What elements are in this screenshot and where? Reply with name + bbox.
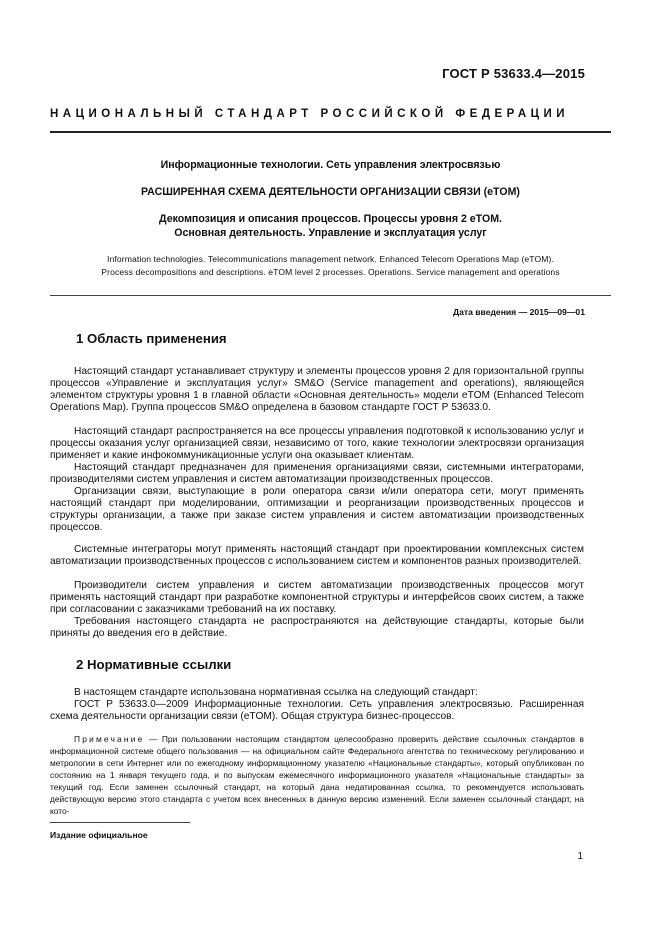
note-label: Примечание <box>74 734 145 744</box>
title-line-3a: Декомпозиция и описания процессов. Процессы уровня 2 eTOM. <box>159 213 502 225</box>
title-divider <box>50 295 611 296</box>
footer-divider <box>50 822 190 823</box>
page-number: 1 <box>577 851 583 862</box>
section-1-heading: 1 Область применения <box>76 331 227 346</box>
title-line-3 <box>50 212 611 240</box>
title-line-1: Информационные технологии. Сеть управления электросвязью <box>160 159 501 171</box>
references-block <box>50 687 584 723</box>
paragraph-6: Производители систем управления и систем автоматизации производственных процессов могут применять настоящий стандарт при разработке компонентной структуры и интерфейсов своих систем, а также при согласовании с заказчиками требований на их поставку. <box>50 580 584 615</box>
gost-code: ГОСТ Р 53633.4—2015 <box>442 66 585 81</box>
english-title-a: Information technologies. Telecommunications management network. Enhanced Telecom Operations Map (eTOM). <box>107 254 554 264</box>
paragraph-5: Системные интеграторы могут применять настоящий стандарт при проектировании комплексных систем автоматизации производственных процессов с использованием систем и компонентов разных производителей. <box>50 544 584 567</box>
english-title <box>50 253 611 279</box>
references-intro: В настоящем стандарте использована нормативная ссылка на следующий стандарт: <box>74 687 478 698</box>
paragraph-2: Настоящий стандарт распространяется на все процессы управления подготовкой к использованию услуг и процессы оказания услуг организацией связи, независимо от того, какие технологии электросвязи организация применяет и какие инфокоммуникационные услуги она оказывает клиентам. <box>50 426 584 461</box>
paragraph-7: Требования настоящего стандарта не распространяются на действующие стандарты, которые были приняты до введения его в действие. <box>50 616 584 639</box>
edition-label: Издание официальное <box>50 830 148 840</box>
note <box>50 733 584 817</box>
english-title-b: Process decompositions and descriptions. eTOM level 2 processes. Operations. Service management and operations <box>101 267 560 277</box>
national-standard-banner: НАЦИОНАЛЬНЫЙ СТАНДАРТ РОССИЙСКОЙ ФЕДЕРАЦИИ <box>50 108 570 120</box>
title-line-2: РАСШИРЕННАЯ СХЕМА ДЕЯТЕЛЬНОСТИ ОРГАНИЗАЦИИ СВЯЗИ (eTOM) <box>141 186 520 198</box>
section-2-heading: 2 Нормативные ссылки <box>76 657 232 672</box>
title-line-3b: Основная деятельность. Управление и эксплуатация услуг <box>174 227 487 239</box>
note-text: — При пользовании настоящим стандартом целесообразно проверить действие ссылочных стандартов в информационной системе общего пользования — на официальном сайте Федерального агентства по техническому регулированию и метрологии в сети Интернет или по ежегодному информационному указателю «Национальные стандарты», который опубликован по состоянию на 1 января текущего года, и по выпускам ежемесячного информационного указателя «Национальные стандарты» за текущий год. Если заменен ссылочный стандарт, на который дана недатированная ссылка, то рекомендуется использовать действующую версию этого стандарта с учетом всех внесенных в данную версию изменений. Если заменен ссылочный стандарт, на кото- <box>50 734 584 816</box>
paragraph-1: Настоящий стандарт устанавливает структуру и элементы процессов уровня 2 для горизонтальной группы процессов «Управление и эксплуатация услуг» SM&O (Service management and operations), являющейся элементом структуры уровня 1 в главной области «Основная деятельность» модели eTOM (Enhanced Telecom Operations Map). Группа процессов SM&O определена в базовом стандарте ГОСТ Р 53633.0. <box>50 366 584 413</box>
header-divider <box>50 131 611 133</box>
reference-gost-53633-0: ГОСТ Р 53633.0—2009 Информационные технологии. Сеть управления электросвязью. Расширенная схема деятельности организации связи (eTOM). Общая структура бизнес-процессов. <box>50 698 584 722</box>
paragraph-3: Настоящий стандарт предназначен для применения организациями связи, системными интеграторами, производителями систем управления и систем автоматизации производственных процессов. <box>50 462 584 485</box>
paragraph-4: Организации связи, выступающие в роли оператора связи и/или оператора сети, могут применять настоящий стандарт при моделировании, оптимизации и реорганизации производственных процессов и структуры организации, а также при заказе систем управления и систем автоматизации производственных процессов. <box>50 486 584 533</box>
introduction-date: Дата введения — 2015—09—01 <box>452 307 585 317</box>
